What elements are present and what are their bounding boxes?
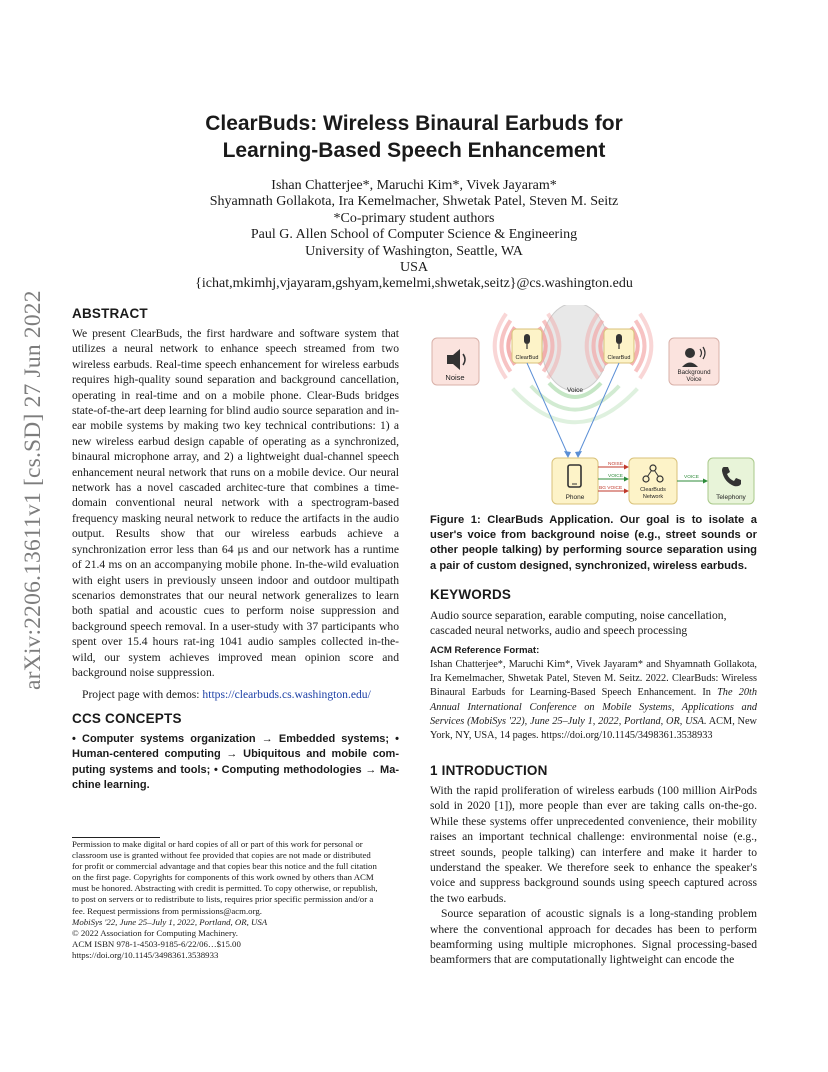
- project-page-line: [72, 687, 399, 702]
- figure-caption: Figure 1: ClearBuds Application. Our goal is to isolate a user's voice from background noise (e.g., street sounds or other people talking) by performing source separation using a pair of custom designed, synchronized, wireless earbuds.: [430, 514, 757, 572]
- footnote-line: must be honored. Abstracting with credit is permitted. To copy otherwise, or republish,: [72, 883, 378, 894]
- title-line-2: Learning-Based Speech Enhancement: [222, 139, 606, 162]
- keywords-heading: KEYWORDS: [430, 587, 512, 602]
- acm-reference-venue: The 20th Annual International Conference on Mobile Systems, Applications and Services (MobiSys '22), June 25–July 1, 2022, Portland, OR, USA.: [430, 687, 757, 727]
- noise-label: Noise: [445, 373, 465, 382]
- clearbuds-diagram: [428, 305, 760, 510]
- footnote-line: for profit or commercial advantage and that copies bear this notice and the full citation: [72, 861, 377, 872]
- project-page-prefix: Project page with demos:: [82, 688, 203, 702]
- project-page-link[interactable]: https://clearbuds.cs.washington.edu/: [202, 688, 371, 702]
- arrow-noise-label: NOISE: [608, 462, 623, 467]
- footnote-line: MobiSys '22, June 25–July 1, 2022, Portland, OR, USA: [72, 916, 268, 927]
- background-voice-label-1: Background: [677, 369, 711, 376]
- footnote-line: ACM ISBN 978-1-4503-9185-6/22/06…$15.00: [72, 938, 241, 949]
- arxiv-stamp-text: arXiv:2206.13611v1 [cs.SD] 27 Jun 2022: [20, 290, 46, 690]
- footnote-line: on the first page. Copyrights for components of this work owned by others than ACM: [72, 872, 374, 883]
- background-voice-label-2: Voice: [686, 376, 702, 383]
- abstract-section: [72, 306, 399, 703]
- footnote-line: Permission to make digital or hard copies of all or part of this work for personal or: [72, 839, 363, 849]
- copyright-footnote: [72, 839, 399, 961]
- arrow-bg-voice-label: BG VOICE: [599, 486, 623, 491]
- authors-line-2: Shyamnath Gollakota, Ira Kemelmacher, Shwetak Patel, Steven M. Seitz: [209, 194, 619, 210]
- introduction-section: [430, 763, 757, 968]
- acm-reference-part2: ACM, New York, NY, USA, 14 pages. https://doi.org/10.1145/3498361.3538933: [430, 715, 757, 742]
- abstract-text: We present ClearBuds, the first hardware and software system that utilizes a neural network to enhance speech streamed from two wireless earbuds. Real-time speech enhancement for wireless earbuds requires high-quality sound separation and background cancellation, operating in real-time and on a mobile phone. Clear-Buds bridges state-of-the-art deep learning for blind audio source separation and in-ear mobile systems by making two key technical contributions: 1) a new wireless earbud design capable of operating as a synchronized, binaural microphone array, and 2) a lightweight dual-channel speech enhancement neural network that runs on a mobile device. Our neural network has a novel cascaded architec-ture that combines a time-domain conventional neural network with a spectrogram-based frequency masking neural network to reduce the artifacts in the audio output. Results show that our wireless earbuds achieve a synchronization error less than 64 μs and our network has a runtime of 21.4 ms on an accompanying mobile phone. In-the-wild evaluation with eight users in previously unseen indoor and outdoor multipath scenarios demonstrates that our neural network generalizes to learn both spatial and acoustic cues to perform noise suppression and background speech removal. In a user-study with 37 participants who spent over 15.4 hours rat-ing 1041 audio samples collected in-the-wild, our system achieves improved mean opinion score and background noise suppression.: [72, 327, 399, 679]
- keywords-section: [430, 587, 757, 639]
- network-label-1: ClearBuds: [640, 487, 666, 493]
- paper-title: [100, 110, 728, 164]
- keywords-text: Audio source separation, earable computing, noise cancellation, cascaded neural networks, audio and speech processing: [430, 609, 727, 638]
- author-emails: {ichat,mkimhj,vjayaram,gshyam,kemelmi,shwetak,seitz}@cs.washington.edu: [195, 276, 633, 292]
- ccs-heading: CCS CONCEPTS: [72, 711, 182, 726]
- authors-note: *Co-primary student authors: [333, 210, 495, 226]
- acm-reference-part1: Ishan Chatterjee*, Maruchi Kim*, Vivek Jayaram* and Shyamnath Gollakota, Ira Kemelmacher, Shwetak Patel, Steven M. Seitz. 2022. ClearBuds: Wireless Binaural Earbuds for Learning-Based Speech Enhancement. In: [430, 659, 757, 699]
- title-line-1: ClearBuds: Wireless Binaural Earbuds for: [205, 112, 623, 135]
- author-block: [100, 178, 728, 293]
- ccs-text: • Computer systems organization → Embedded systems; • Human-centered computing → Ubiquitous and mobile com-puting systems and tools; • Computing methodologies → Ma-chine learning.: [72, 733, 399, 792]
- introduction-para-1: With the rapid proliferation of wireless earbuds (100 million AirPods sold in 2020 [1]), more people than ever are taking calls on-the-go. While these systems offer unprecedented convenience, their mobility raises an important technical challenge: environmental noise (e.g., street sounds, people talking) can interfere and make it harder to understand the speaker. We therefore seek to enhance the speaker's voice and suppress background sounds using speech captured across the two earbuds.: [430, 784, 757, 905]
- arrow-voice-out-label: VOICE: [684, 475, 699, 480]
- introduction-heading: 1 INTRODUCTION: [430, 763, 548, 778]
- telephony-label: Telephony: [716, 494, 746, 501]
- network-label-2: Network: [642, 494, 664, 500]
- figure-1: [428, 305, 760, 510]
- introduction-para-2: Source separation of acoustic signals is a long-standing problem where the conventional approach for decades has been to perform beamforming using multiple microphones. Signal processing-based beamformers that are computationally lightweight can encode the: [430, 907, 757, 967]
- footnote-line: to post on servers or to redistribute to lists, requires prior specific permission and/or a: [72, 894, 374, 905]
- acm-reference-heading: ACM Reference Format:: [430, 645, 540, 656]
- ccs-section: [72, 711, 399, 794]
- authors-line-1: Ishan Chatterjee*, Maruchi Kim*, Vivek Jayaram*: [271, 178, 557, 193]
- arrow-voice-label: VOICE: [608, 474, 623, 479]
- affiliation-1: Paul G. Allen School of Computer Science & Engineering: [250, 227, 578, 243]
- footnote-line: classroom use is granted without fee provided that copies are not made or distributed: [72, 850, 371, 861]
- footnote-rule: [72, 837, 160, 838]
- abstract-heading: ABSTRACT: [72, 306, 148, 321]
- acm-reference-text: [430, 658, 757, 743]
- clearbud-left-label: ClearBud: [515, 355, 539, 361]
- phone-label: Phone: [565, 494, 585, 501]
- footnote-line: fee. Request permissions from permissions@acm.org.: [72, 905, 262, 916]
- arxiv-stamp: [20, 290, 50, 690]
- clearbud-right-label: ClearBud: [607, 355, 631, 361]
- affiliation-2: University of Washington, Seattle, WA: [305, 243, 523, 259]
- voice-label: Voice: [567, 387, 583, 394]
- affiliation-3: USA: [399, 260, 428, 276]
- footnote-line: © 2022 Association for Computing Machinery.: [72, 927, 238, 938]
- footnote-line: https://doi.org/10.1145/3498361.3538933: [72, 949, 219, 960]
- acm-reference-section: [430, 645, 757, 743]
